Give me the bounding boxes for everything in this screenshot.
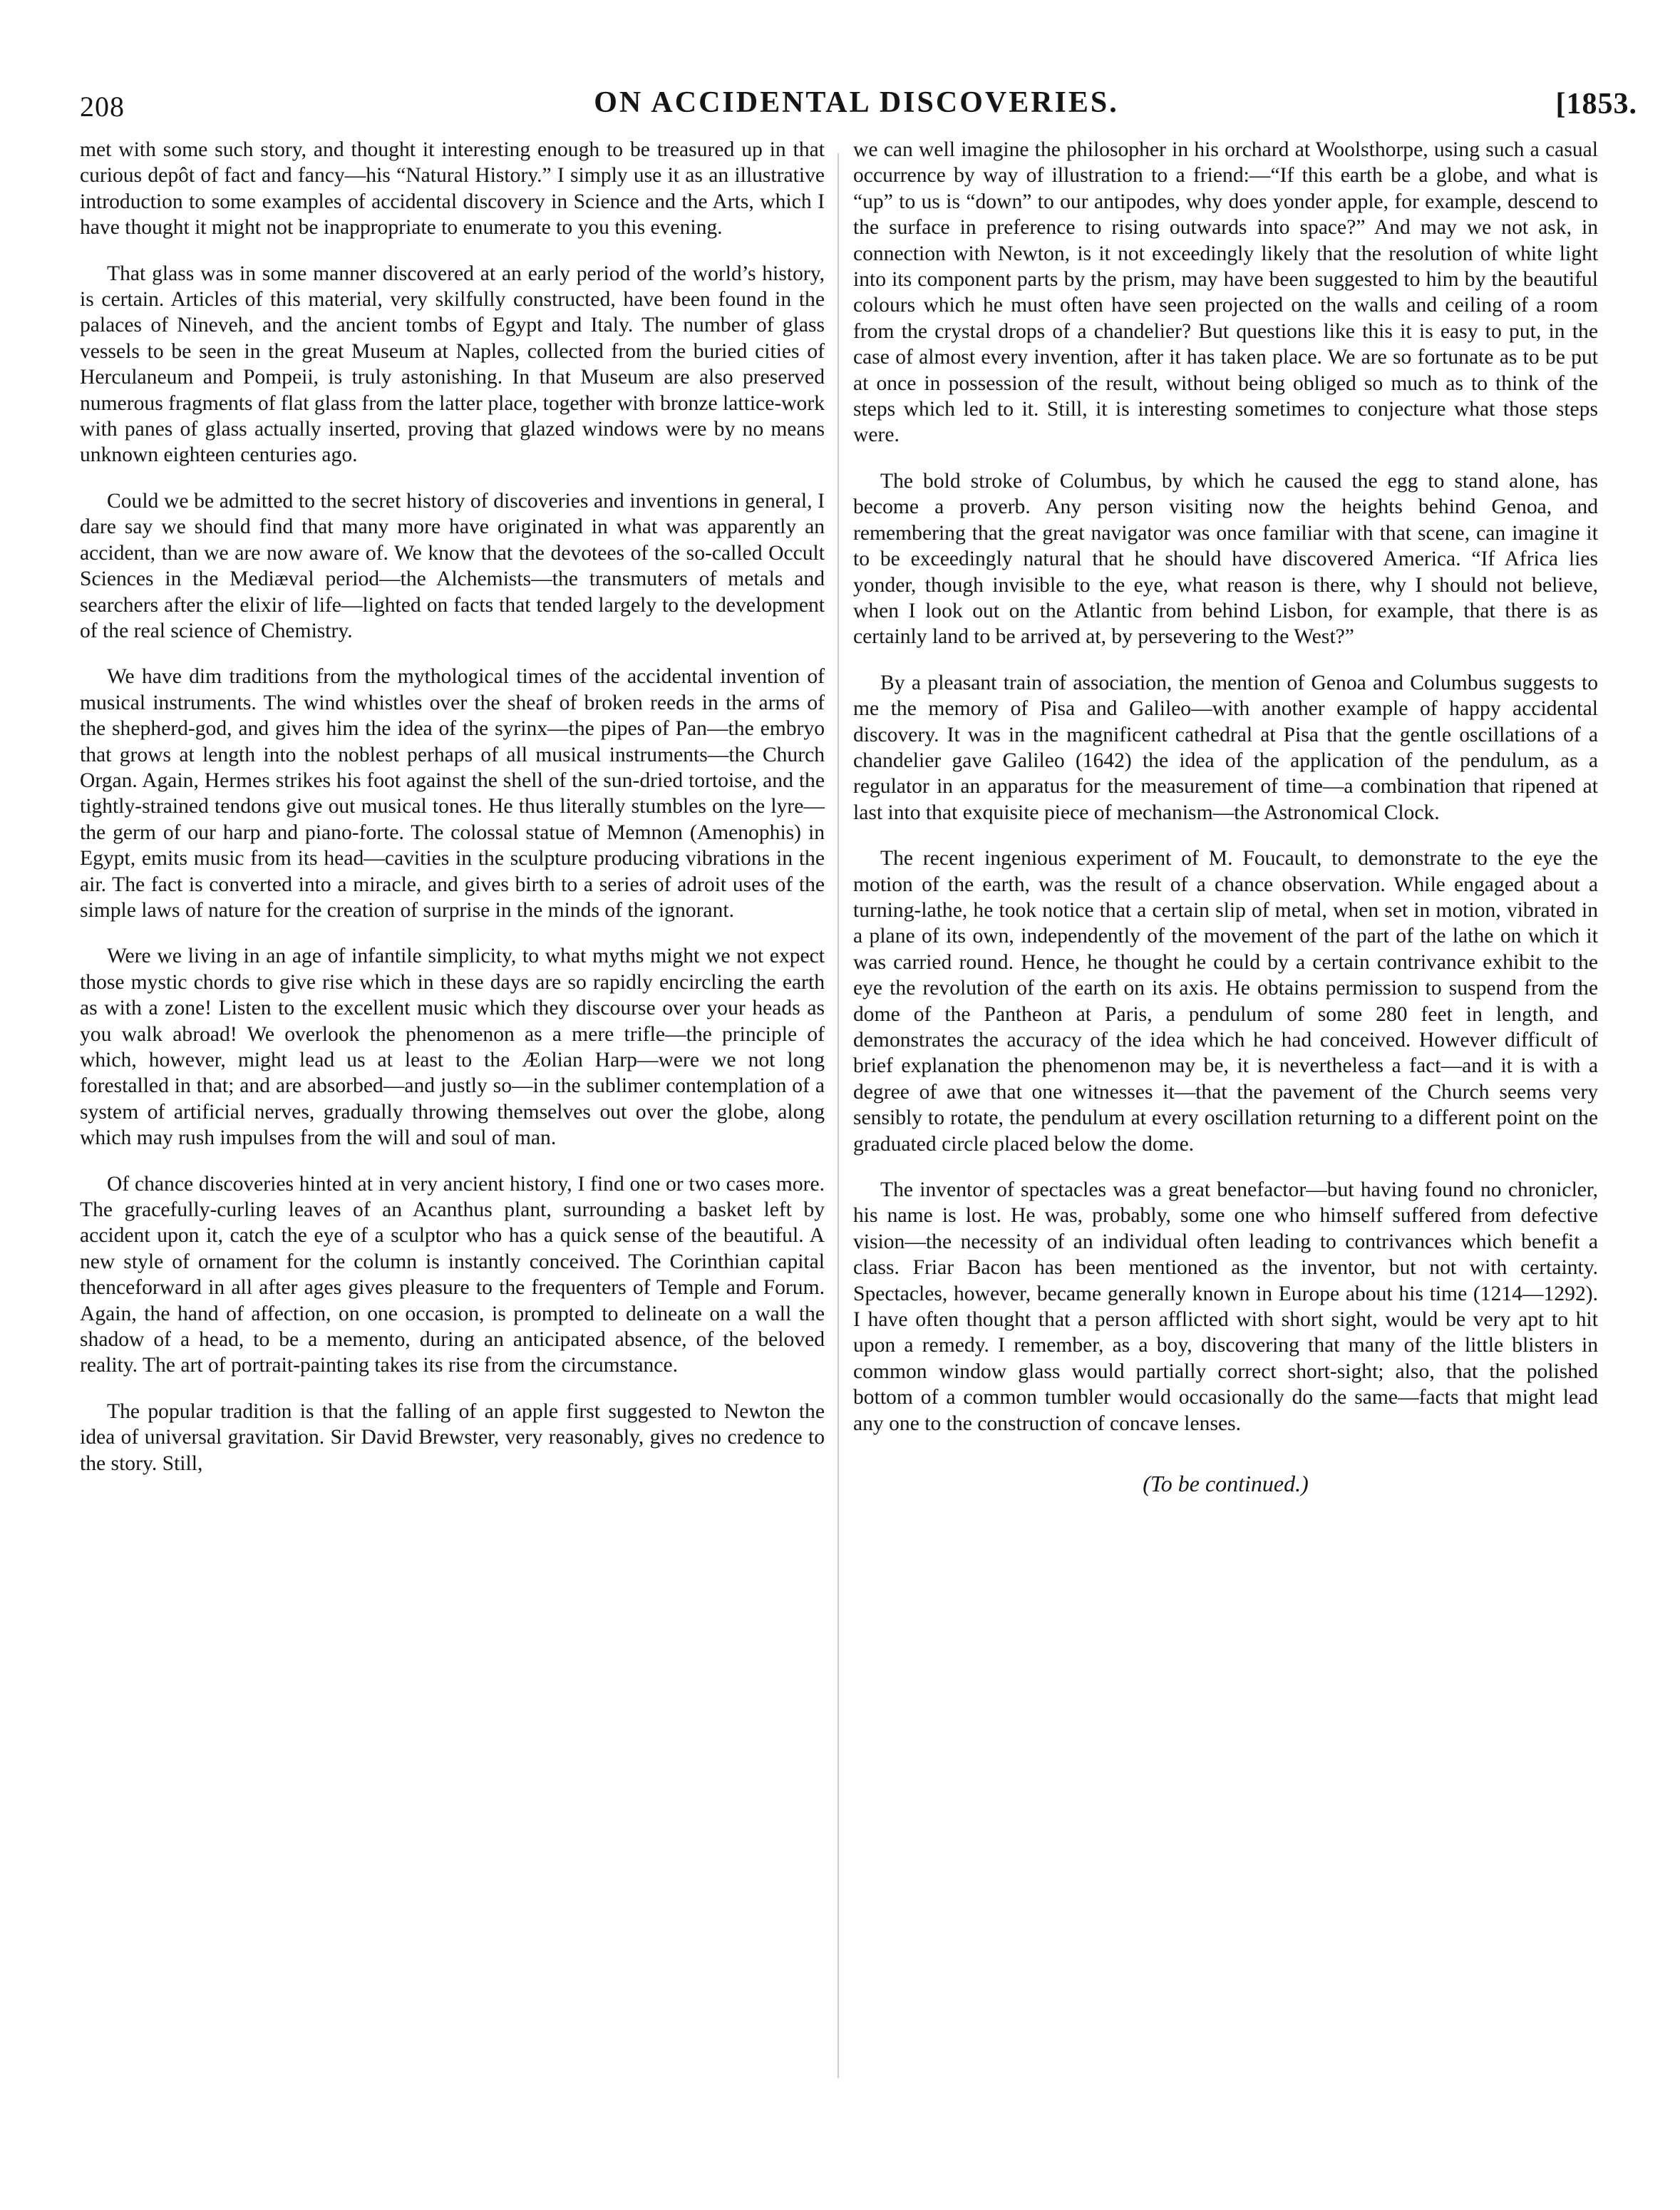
column-divider <box>838 153 839 2078</box>
right-column <box>853 137 1598 1517</box>
paragraph: We have dim traditions from the mythological times of the accidental invention of musical instruments. The wind whistles over the sheaf of broken reeds in the arms of the shepherd-god, and gives him the idea of the syrinx—the pipes of Pan—the embryo that grows at length into the noblest perhaps of all musical instruments—the Church Organ. Again, Hermes strikes his foot against the shell of the sun-dried tortoise, and the tightly-strained tendons give out musical tones. He thus literally stumbles on the lyre—the germ of our harp and piano-forte. The colossal statue of Memnon (Amenophis) in Egypt, emits music from its head—cavities in the sculpture producing vibrations in the air. The fact is converted into a miracle, and gives birth to a series of adroit uses of the simple laws of nature for the creation of surprise in the minds of the ignorant. <box>80 665 825 922</box>
paragraph: met with some such story, and thought it interesting enough to be treasured up in that curious depôt of fact and fancy—his “Natural History.” I simply use it as an illustrative introduction to some examples of accidental discovery in Science and the Arts, which I have thought it might not be inappropriate to enumerate to you this evening. <box>80 138 825 240</box>
paragraph: The recent ingenious experiment of M. Foucault, to demonstrate to the eye the motion of the earth, was the result of a chance observation. While engaged about a turning-lathe, he took notice that a certain slip of metal, when set in motion, vibrated in a plane of its own, independently of the movement of the part of the lathe on which it was carried round. Hence, he thought he could by a certain contrivance exhibit to the eye the revolution of the earth on its axis. He obtains permission to suspend from the dome of the Pantheon at Paris, a pendulum of some 280 feet in length, and demonstrates the accuracy of the idea which he had conceived. However difficult of brief explanation the phenomenon may be, it is nevertheless a fact—and it is with a degree of awe that one witnesses it—that the pavement of the Church seems very sensibly to rotate, the pendulum at every oscillation returning to a different point on the graduated circle placed below the dome. <box>853 847 1598 1156</box>
left-column <box>80 137 825 1496</box>
running-header <box>76 86 1637 128</box>
paragraph: Of chance discoveries hinted at in very ancient history, I find one or two cases more. The gracefully-curling leaves of an Acanthus plant, surrounding a basket left by accident upon it, catch the eye of a sculptor who has a quick sense of the beautiful. A new style of ornament for the column is instantly conceived. The Corinthian capital thenceforward in all after ages gives pleasure to the frequenters of Temple and Forum. Again, the hand of affection, on one occasion, is prompted to delineate on a wall the shadow of a head, to be a memento, during an anticipated absence, of the beloved reality. The art of portrait-painting takes its rise from the circumstance. <box>80 1172 825 1377</box>
paragraph: That glass was in some manner discovered at an early period of the world’s history, is certain. Articles of this material, very skilfully constructed, have been found in the palaces of Nineveh, and the ancient tombs of Egypt and Italy. The number of glass vessels to be seen in the great Museum at Naples, collected from the buried cities of Herculaneum and Pompeii, is truly astonishing. In that Museum are also preserved numerous fragments of flat glass from the latter place, together with bronze lattice-work with panes of glass actually inserted, proving that glazed windows were by no means unknown eighteen centuries ago. <box>80 262 825 467</box>
header-year: [1853. <box>1555 88 1637 120</box>
paragraph: The bold stroke of Columbus, by which he caused the egg to stand alone, has become a proverb. Any person visiting now the heights behind Genoa, and remembering that the great navigator was once familiar with that scene, can imagine it to be exceedingly natural that he should have discovered America. “If Africa lies yonder, though invisible to the eye, what reason is there, why I should not believe, when I look out on the Atlantic from behind Lisbon, for example, that there is as certainly land to be arrived at, by persevering to the West?” <box>853 469 1598 649</box>
paragraph: we can well imagine the philosopher in his orchard at Woolsthorpe, using such a casual occurrence by way of illustration to a friend:—“If this earth be a globe, and what is “up” to us is “down” to our antipodes, why does yonder apple, for example, descend to the surface in preference to rising outwards into space?” And may we not ask, in connection with Newton, is it not exceedingly likely that the resolution of white light into its component parts by the prism, may have been suggested to him by the beautiful colours which he must often have seen projected on the walls and ceiling of a room from the crystal drops of a chandelier? But questions like this it is easy to put, in the case of almost every invention, after it has taken place. We are so fortunate as to be put at once in possession of the result, without being obliged so much as to think of the steps which led to it. Still, it is interesting sometimes to conjecture what those steps were. <box>853 138 1598 447</box>
paragraph: Were we living in an age of infantile simplicity, to what myths might we not expect those mystic chords to give rise which in these days are so rapidly encircling the earth as with a zone! Listen to the excellent music which they discourse over your heads as you walk abroad! We overlook the phenomenon as a mere trifle—the principle of which, however, might lead us at least to the Æolian Harp—were we not long forestalled in that; and are absorbed—and justly so—in the sublimer contemplation of a system of artificial nerves, gradually throwing themselves out over the globe, along which may rush impulses from the will and soul of man. <box>80 945 825 1150</box>
page-number: 208 <box>80 91 125 123</box>
to-be-continued-note: (To be continued.) <box>1143 1471 1309 1497</box>
paragraph: Could we be admitted to the secret history of discoveries and inventions in general, I dare say we should find that many more have originated in what was apparently an accident, than we are now aware of. We know that the devotees of the so-called Occult Sciences in the Mediæval period—the Alchemists—the transmuters of metals and searchers after the elixir of life—lighted on facts that tended largely to the development of the real science of Chemistry. <box>80 489 825 642</box>
paragraph: The popular tradition is that the falling of an apple first suggested to Newton the idea of universal gravitation. Sir David Brewster, very reasonably, gives no credence to the story. Still, <box>80 1399 825 1475</box>
paragraph: By a pleasant train of association, the mention of Genoa and Columbus suggests to me the memory of Pisa and Galileo—with another example of happy accidental discovery. It was in the magnificent cathedral at Pisa that the gentle oscillations of a chandelier gave Galileo (1642) the idea of the application of the pendulum, as a regulator in an apparatus for the measurement of time—a combination that ripened at last into that exquisite piece of mechanism—the Astronomical Clock. <box>853 671 1598 824</box>
running-title: ON ACCIDENTAL DISCOVERIES. <box>594 86 1119 119</box>
paragraph: The inventor of spectacles was a great benefactor—but having found no chronicler, his name is lost. He was, probably, some one who himself suffered from defective vision—the necessity of an individual often leading to contrivances which benefit a class. Friar Bacon has been mentioned as the inventor, but not with certainty. Spectacles, however, became generally known in Europe about his time (1214—1292). I have often thought that a person afflicted with short sight, would be very apt to hit upon a remedy. I remember, as a boy, discovering that many of the little blisters in common window glass would partially correct short-sight; also, that the polished bottom of a common tumbler would occasionally do the same—facts that might lead any one to the construction of concave lenses. <box>853 1178 1598 1435</box>
